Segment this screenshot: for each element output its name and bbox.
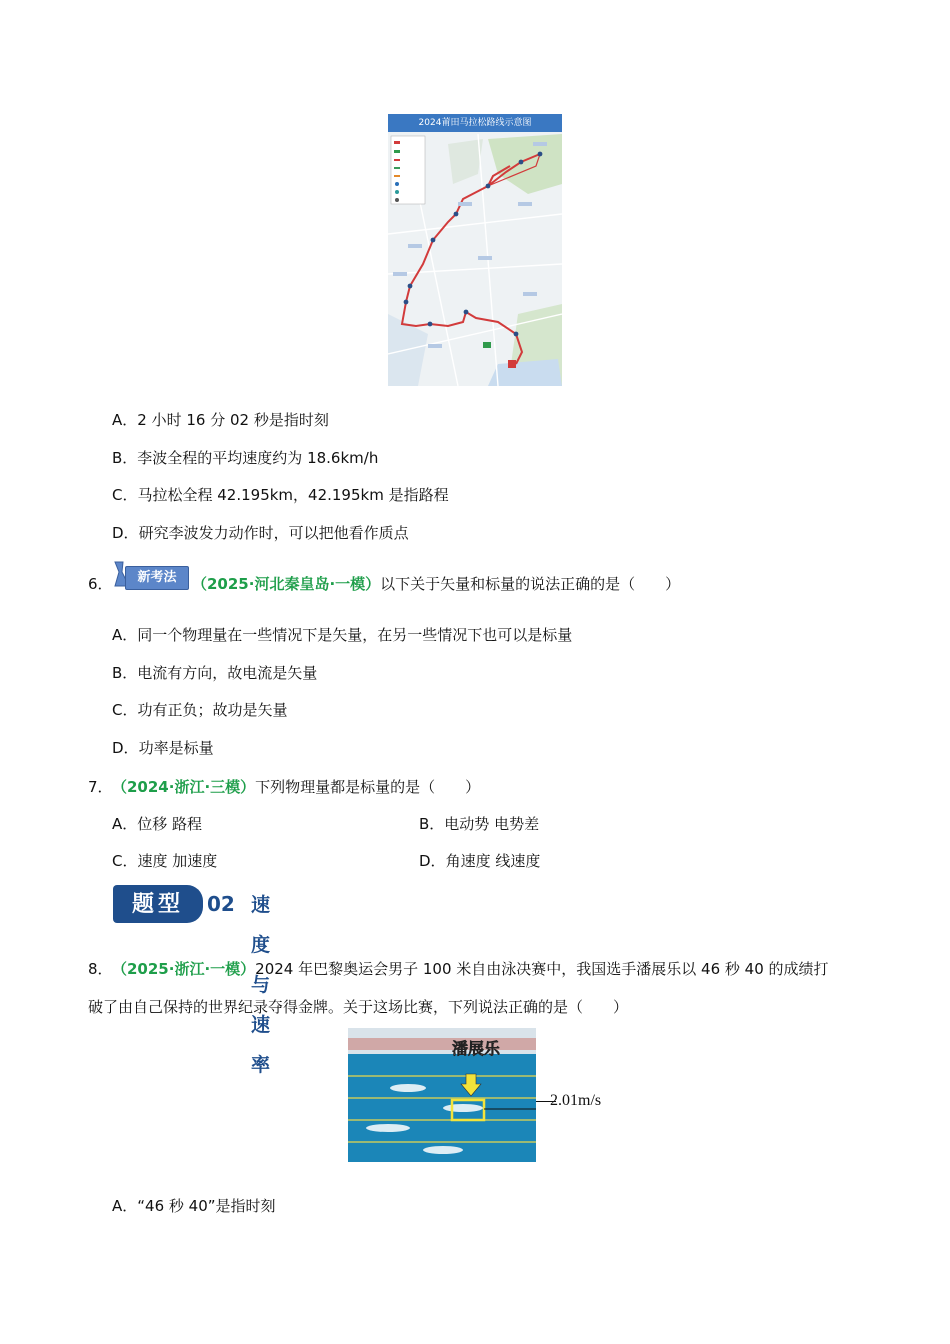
q5-option-c: [112, 484, 449, 505]
option-text: 同一个物理量在一些情况下是矢量，在另一些情况下也可以是标量: [137, 626, 573, 644]
option-text: 功率是标量: [138, 739, 214, 757]
option-text: 电动势 电势差: [444, 815, 540, 833]
section-number: 02: [207, 892, 235, 916]
q8-option-a: [112, 1195, 276, 1216]
option-text: 功有正负；故功是矢量: [137, 701, 288, 719]
option-letter: A．: [112, 626, 138, 644]
q6-option-d: [112, 737, 214, 758]
new-exam-badge: [111, 560, 189, 590]
q5-option-b: [112, 447, 378, 468]
q7-option-b: [419, 813, 539, 834]
option-text: 研究李波发力动作时，可以把他看作质点: [138, 524, 409, 542]
marathon-route-map: [388, 114, 562, 386]
option-text: 电流有方向，故电流是矢量: [137, 664, 318, 682]
option-letter: B．: [112, 664, 138, 682]
q6-option-b: [112, 662, 317, 683]
option-letter: D．: [112, 524, 139, 542]
option-letter: A．: [112, 411, 138, 429]
q7-option-c: [112, 850, 217, 871]
option-text: 位移 路程: [137, 815, 203, 833]
option-letter: A．: [112, 815, 138, 833]
q6-heading: [192, 573, 680, 594]
option-text: 速度 加速度: [137, 852, 218, 870]
new-exam-label: 新考法: [125, 566, 189, 590]
q7-heading: [112, 776, 480, 797]
option-letter: C．: [112, 486, 138, 504]
option-text: “46 秒 40”是指时刻: [137, 1197, 276, 1215]
q8-number: 8．: [88, 960, 113, 978]
q7-stem: 下列物理量都是标量的是（ ）: [255, 778, 481, 796]
q7-option-a: [112, 813, 202, 834]
option-letter: D．: [419, 852, 446, 870]
option-letter: B．: [112, 449, 138, 467]
q6-number: 6．: [88, 575, 113, 593]
q7-option-d: [419, 850, 540, 871]
option-text: 角速度 线速度: [445, 852, 541, 870]
section-name: 速度与速率: [251, 894, 271, 1076]
q6-stem: 以下关于矢量和标量的说法正确的是（ ）: [380, 575, 681, 593]
q8-stem-line1: 2024 年巴黎奥运会男子 100 米自由泳决赛中，我国选手潘展乐以 46 秒 40 的成绩打: [255, 960, 829, 978]
q8-source: （2025·浙江·一模）: [112, 960, 256, 978]
option-letter: C．: [112, 701, 138, 719]
map-title: 2024莆田马拉松路线示意图: [388, 114, 562, 132]
option-letter: C．: [112, 852, 138, 870]
option-text: 李波全程的平均速度约为 18.6km/h: [137, 449, 379, 467]
q6-option-c: [112, 699, 288, 720]
q8-heading: [112, 958, 829, 979]
option-text: 2 小时 16 分 02 秒是指时刻: [137, 411, 329, 429]
section-badge: 题型: [113, 885, 203, 923]
pool-svg: [348, 1028, 536, 1162]
q6-option-a: [112, 624, 572, 645]
q7-number: 7．: [88, 778, 113, 796]
option-text: 马拉松全程 42.195km，42.195km 是指路程: [137, 486, 449, 504]
speed-label: 2.01m/s: [550, 1092, 602, 1109]
q6-source: （2025·河北秦皇岛·一模）: [192, 575, 381, 593]
q8-stem-line2: 破了由自己保持的世界纪录夺得金牌。关于这场比赛，下列说法正确的是（ ）: [88, 998, 629, 1016]
swimmer-label: 潘展乐: [452, 1039, 501, 1058]
option-letter: B．: [419, 815, 445, 833]
q5-option-d: [112, 522, 409, 543]
route-svg: [388, 114, 562, 386]
q5-option-a: [112, 409, 329, 430]
option-letter: D．: [112, 739, 139, 757]
q7-source: （2024·浙江·三模）: [112, 778, 256, 796]
option-letter: A．: [112, 1197, 138, 1215]
swimming-photo: [348, 1028, 536, 1162]
